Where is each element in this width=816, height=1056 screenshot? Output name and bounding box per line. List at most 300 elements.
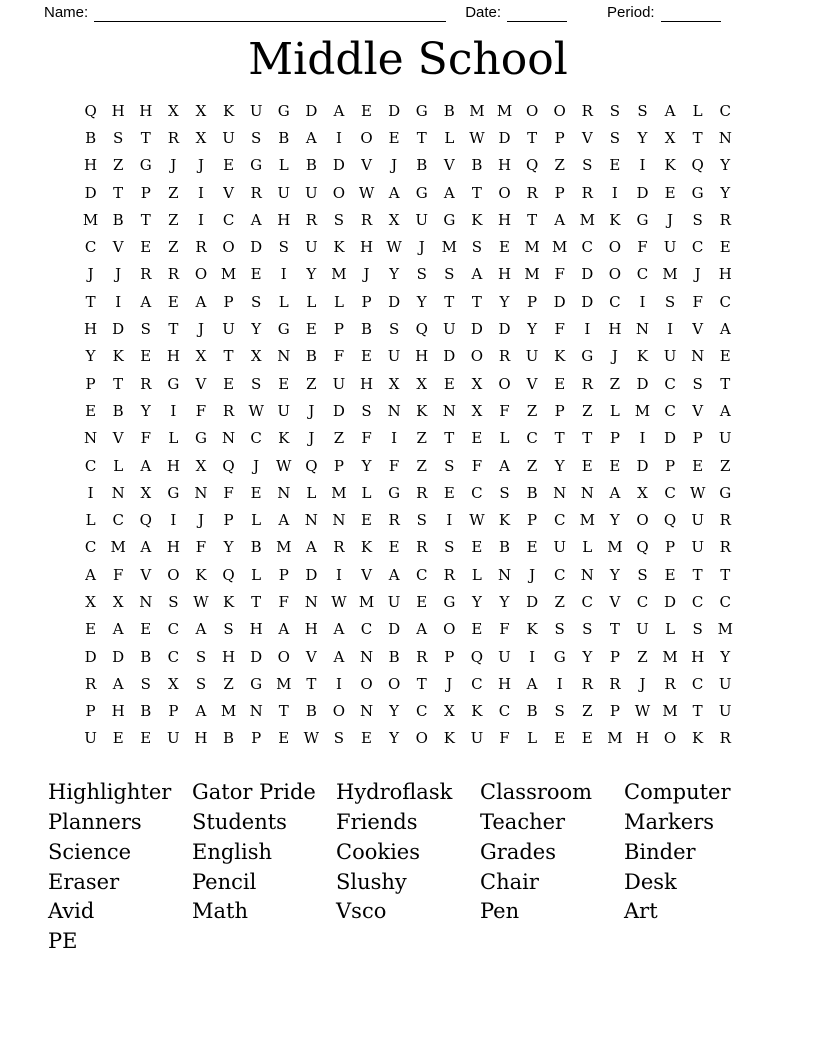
grid-letter: P [609,647,620,666]
grid-letter: I [335,674,342,693]
grid-letter: O [525,101,539,120]
grid-letter: P [444,647,455,666]
grid-letter: E [250,483,262,502]
grid-letter: Y [720,156,731,175]
grid-letter: R [416,538,428,557]
grid-letter: C [250,429,262,448]
word-list [0,778,816,957]
grid-letter: Y [223,538,234,557]
grid-letter: A [278,620,290,639]
grid-letter: L [692,101,703,120]
grid-letter: I [198,210,204,229]
grid-letter: U [718,674,732,693]
grid-letter: Y [720,183,731,202]
grid-letter: J [529,565,536,584]
grid-letter: T [444,292,455,311]
grid-letter: R [581,101,593,120]
grid-letter: I [335,128,342,147]
grid-letter: W [634,702,651,721]
grid-letter: J [170,156,177,175]
grid-letter: N [249,702,263,721]
grid-letter: J [694,265,701,284]
grid-letter: A [719,401,731,420]
grid-letter: S [168,592,179,611]
word-list-column [624,778,731,957]
grid-letter: L [168,429,179,448]
grid-letter: X [664,128,676,147]
grid-letter: S [140,320,151,339]
grid-letter: H [359,374,374,393]
grid-letter: F [195,538,207,557]
grid-letter: M [220,265,237,284]
grid-letter: M [524,265,540,284]
grid-letter: Z [168,210,179,229]
grid-letter: L [278,156,289,175]
grid-letter: E [361,347,372,366]
grid-letter: I [639,429,646,448]
grid-letter: J [418,238,425,257]
grid-letter: F [112,565,124,584]
grid-letter: A [719,320,731,339]
grid-letter: R [416,483,428,502]
grid-letter: E [85,401,97,420]
grid-letter: D [581,265,594,284]
grid-letter: I [639,156,646,175]
grid-letter: M [496,101,513,120]
grid-letter: S [664,292,676,311]
name-label: Name: [44,4,89,21]
grid-letter: C [691,592,704,611]
grid-letter: M [607,729,623,748]
grid-letter: H [497,156,512,175]
grid-letter: A [195,702,207,721]
grid-letter: B [498,538,511,557]
grid-letter: H [166,538,180,557]
grid-letter: M [276,538,292,557]
grid-letter: C [636,592,649,611]
grid-letter: C [581,238,594,257]
grid-letter: G [415,101,428,120]
grid-letter: S [444,456,455,475]
grid-letter: Z [554,156,565,175]
grid-letter: I [335,565,342,584]
grid-letter: N [359,647,374,666]
grid-letter: U [553,538,567,557]
grid-letter: E [554,729,566,748]
grid-letter: I [529,647,536,666]
grid-letter: F [140,429,151,448]
grid-letter: T [527,210,538,229]
grid-letter: O [194,265,208,284]
grid-letter: Y [499,592,510,611]
grid-letter: M [524,238,540,257]
grid-letter: H [166,456,180,475]
grid-letter: H [497,674,512,693]
grid-letter: S [113,128,124,147]
grid-letter: U [663,238,677,257]
grid-letter: K [416,401,428,420]
grid-letter: H [249,620,263,639]
grid-letter: B [388,647,400,666]
grid-letter: L [609,401,620,420]
word-list-item: Pen [480,899,520,924]
grid-letter: A [333,101,345,120]
grid-letter: C [636,265,649,284]
grid-letter: E [223,156,235,175]
grid-letter: Z [416,429,427,448]
grid-letter: R [305,210,317,229]
grid-letter: S [416,511,427,530]
grid-letter: S [692,210,703,229]
grid-letter: P [527,292,538,311]
grid-letter: Z [526,456,538,475]
grid-letter: E [278,729,290,748]
grid-letter: Z [582,401,593,420]
grid-letter: G [443,210,456,229]
grid-letter: I [87,483,94,502]
grid-letter: A [112,620,124,639]
grid-letter: E [361,511,372,530]
grid-letter: M [717,620,733,639]
grid-letter: Q [415,320,428,339]
grid-letter: E [388,538,400,557]
grid-letter: W [358,183,375,202]
grid-letter: V [361,156,372,175]
grid-letter: V [305,647,317,666]
grid-letter: B [526,702,538,721]
period-blank-line [661,6,721,22]
grid-letter: B [278,128,290,147]
grid-letter: E [664,565,676,584]
grid-letter: M [110,538,126,557]
grid-letter: A [195,620,207,639]
grid-letter: P [168,702,179,721]
grid-letter: F [333,347,345,366]
grid-letter: L [278,292,289,311]
grid-letter: G [636,210,649,229]
grid-letter: J [197,511,204,530]
grid-letter: K [112,347,124,366]
grid-letter: D [553,292,566,311]
grid-letter: G [167,374,180,393]
word-list-column [480,778,624,957]
grid-letter: C [691,674,704,693]
grid-letter: E [692,456,704,475]
word-list-item: Grades [480,839,556,864]
grid-letter: C [553,565,566,584]
grid-letter: T [223,347,234,366]
grid-letter: H [304,620,318,639]
grid-letter: U [277,401,291,420]
grid-letter: E [471,620,483,639]
word-list-item: Desk [624,869,677,894]
grid-letter: R [526,183,538,202]
grid-letter: S [444,538,455,557]
grid-letter: R [388,511,400,530]
grid-letter: W [689,483,706,502]
grid-letter: Q [222,565,235,584]
word-list-item: Art [624,899,658,924]
grid-letter: Y [499,292,510,311]
grid-letter: C [112,511,124,530]
grid-letter: T [113,374,124,393]
grid-letter: C [84,238,97,257]
grid-letter: P [609,429,620,448]
grid-letter: R [167,128,180,147]
grid-letter: O [360,674,373,693]
grid-letter: J [446,674,453,693]
grid-letter: Z [168,183,179,202]
grid-letter: S [637,565,648,584]
grid-letter: M [441,238,457,257]
word-list-item: Vsco [336,899,387,924]
date-label: Date: [465,4,502,21]
grid-letter: S [223,620,234,639]
grid-letter: P [251,729,262,748]
grid-letter: M [276,674,292,693]
grid-letter: A [499,456,510,475]
grid-letter: H [222,647,236,666]
word-list-item: Eraser [48,869,120,894]
grid-letter: K [333,238,345,257]
grid-letter: D [498,128,511,147]
grid-letter: Y [720,647,731,666]
grid-letter: Q [663,511,677,530]
grid-letter: Q [691,156,704,175]
word-list-item: Computer [624,780,731,805]
grid-letter: A [278,511,290,530]
grid-letter: C [609,292,621,311]
grid-letter: N [84,429,98,448]
grid-letter: B [443,101,455,120]
grid-letter: A [416,620,428,639]
grid-letter: U [222,128,235,147]
grid-letter: C [498,702,511,721]
grid-letter: K [664,156,676,175]
grid-letter: S [692,620,703,639]
grid-letter: U [305,238,318,257]
grid-letter: D [636,456,649,475]
grid-letter: F [499,729,510,748]
grid-letter: S [195,674,207,693]
grid-letter: R [581,374,593,393]
grid-letter: N [222,429,236,448]
grid-letter: D [84,647,97,666]
grid-letter: Y [609,565,620,584]
word-list-item: Slushy [336,869,407,894]
grid-letter: H [718,265,732,284]
grid-letter: A [112,674,124,693]
grid-letter: D [526,592,539,611]
grid-letter: N [580,483,594,502]
grid-letter: R [719,729,731,748]
grid-letter: K [636,347,649,366]
grid-letter: X [471,401,483,420]
grid-letter: V [443,156,455,175]
grid-letter: P [527,511,538,530]
grid-letter: A [140,292,152,311]
grid-letter: L [582,538,593,557]
grid-letter: D [388,620,401,639]
word-list-item: Highlighter [48,780,172,805]
grid-letter: A [388,565,400,584]
grid-letter: G [581,347,594,366]
grid-letter: D [332,156,345,175]
grid-letter: C [360,620,373,639]
word-list-item: Avid [48,899,95,924]
grid-letter: A [554,210,566,229]
grid-letter: E [140,620,152,639]
grid-letter: T [416,674,427,693]
grid-letter: S [692,374,703,393]
grid-letter: X [443,702,455,721]
word-list-item: Planners [48,809,142,834]
grid-letter: T [609,620,620,639]
grid-letter: H [277,210,291,229]
grid-letter: Z [112,156,124,175]
grid-letter: K [195,565,207,584]
grid-letter: Y [609,511,620,530]
grid-letter: J [308,401,315,420]
word-list-item: PE [48,929,78,954]
grid-letter: F [554,265,565,284]
grid-letter: V [223,183,234,202]
grid-letter: R [360,210,373,229]
grid-letter: S [195,647,207,666]
grid-letter: Y [554,456,565,475]
grid-letter: R [498,347,511,366]
grid-letter: X [195,347,207,366]
grid-letter: I [170,511,177,530]
grid-letter: A [388,183,400,202]
grid-letter: A [471,265,483,284]
grid-letter: P [692,429,703,448]
grid-letter: T [113,183,124,202]
word-search-grid [77,97,739,752]
worksheet-header [0,0,816,22]
grid-letter: A [305,128,317,147]
word-list-item: Chair [480,869,539,894]
grid-letter: H [635,729,650,748]
grid-letter: U [525,347,539,366]
grid-letter: B [361,320,373,339]
grid-letter: S [554,620,565,639]
grid-letter: I [391,429,398,448]
grid-letter: N [304,592,318,611]
grid-letter: L [361,483,372,502]
grid-letter: S [333,729,345,748]
grid-letter: S [251,374,262,393]
grid-letter: F [195,401,207,420]
grid-letter: E [499,238,510,257]
grid-letter: E [167,292,179,311]
grid-letter: C [719,592,731,611]
grid-letter: W [248,401,264,420]
grid-letter: O [360,128,373,147]
word-list-column [192,778,336,957]
grid-letter: D [250,238,263,257]
grid-letter: O [608,265,622,284]
grid-letter: E [85,620,97,639]
grid-letter: J [639,674,646,693]
grid-letter: S [582,156,593,175]
grid-letter: A [140,456,152,475]
grid-letter: I [611,183,618,202]
grid-letter: P [85,374,96,393]
grid-letter: Y [85,347,96,366]
grid-letter: T [471,183,482,202]
grid-letter: M [607,538,623,557]
grid-letter: G [250,156,263,175]
grid-letter: B [305,347,317,366]
grid-letter: D [664,592,677,611]
grid-letter: Y [389,729,400,748]
grid-letter: F [637,238,648,257]
grid-letter: T [720,374,731,393]
grid-letter: F [361,429,372,448]
grid-letter: U [498,647,511,666]
grid-letter: Z [526,401,538,420]
grid-letter: C [664,374,676,393]
word-list-item: Hydroflask [336,780,453,805]
grid-letter: R [84,674,97,693]
grid-letter: U [277,183,291,202]
grid-letter: I [667,320,674,339]
grid-letter: S [582,620,593,639]
word-list-item: Markers [624,809,715,834]
grid-letter: C [691,238,704,257]
grid-letter: Y [582,647,593,666]
grid-letter: Q [470,647,484,666]
grid-letter: T [582,429,593,448]
grid-letter: U [636,620,649,639]
grid-letter: V [581,128,593,147]
grid-letter: J [308,429,315,448]
grid-letter: W [193,592,209,611]
grid-letter: N [139,592,153,611]
grid-letter: N [194,483,208,502]
grid-letter: D [84,183,97,202]
grid-letter: O [332,183,346,202]
grid-letter: X [388,374,400,393]
grid-letter: U [691,511,704,530]
grid-letter: S [416,265,427,284]
grid-letter: A [526,674,538,693]
grid-letter: S [637,101,648,120]
grid-letter: O [663,729,677,748]
grid-letter: D [636,183,649,202]
grid-letter: R [609,674,621,693]
grid-letter: D [112,320,125,339]
grid-letter: P [554,401,565,420]
grid-letter: R [581,183,593,202]
grid-letter: Z [637,647,648,666]
grid-letter: K [609,210,621,229]
grid-letter: Z [223,674,234,693]
grid-letter: L [499,429,510,448]
grid-letter: L [471,565,482,584]
grid-letter: J [253,456,260,475]
grid-letter: G [194,429,207,448]
grid-letter: V [195,374,207,393]
grid-letter: K [443,729,455,748]
grid-letter: D [332,401,345,420]
grid-letter: E [471,429,483,448]
grid-letter: L [251,565,262,584]
word-list-item: Math [192,899,248,924]
grid-letter: J [363,265,370,284]
grid-letter: U [415,210,429,229]
